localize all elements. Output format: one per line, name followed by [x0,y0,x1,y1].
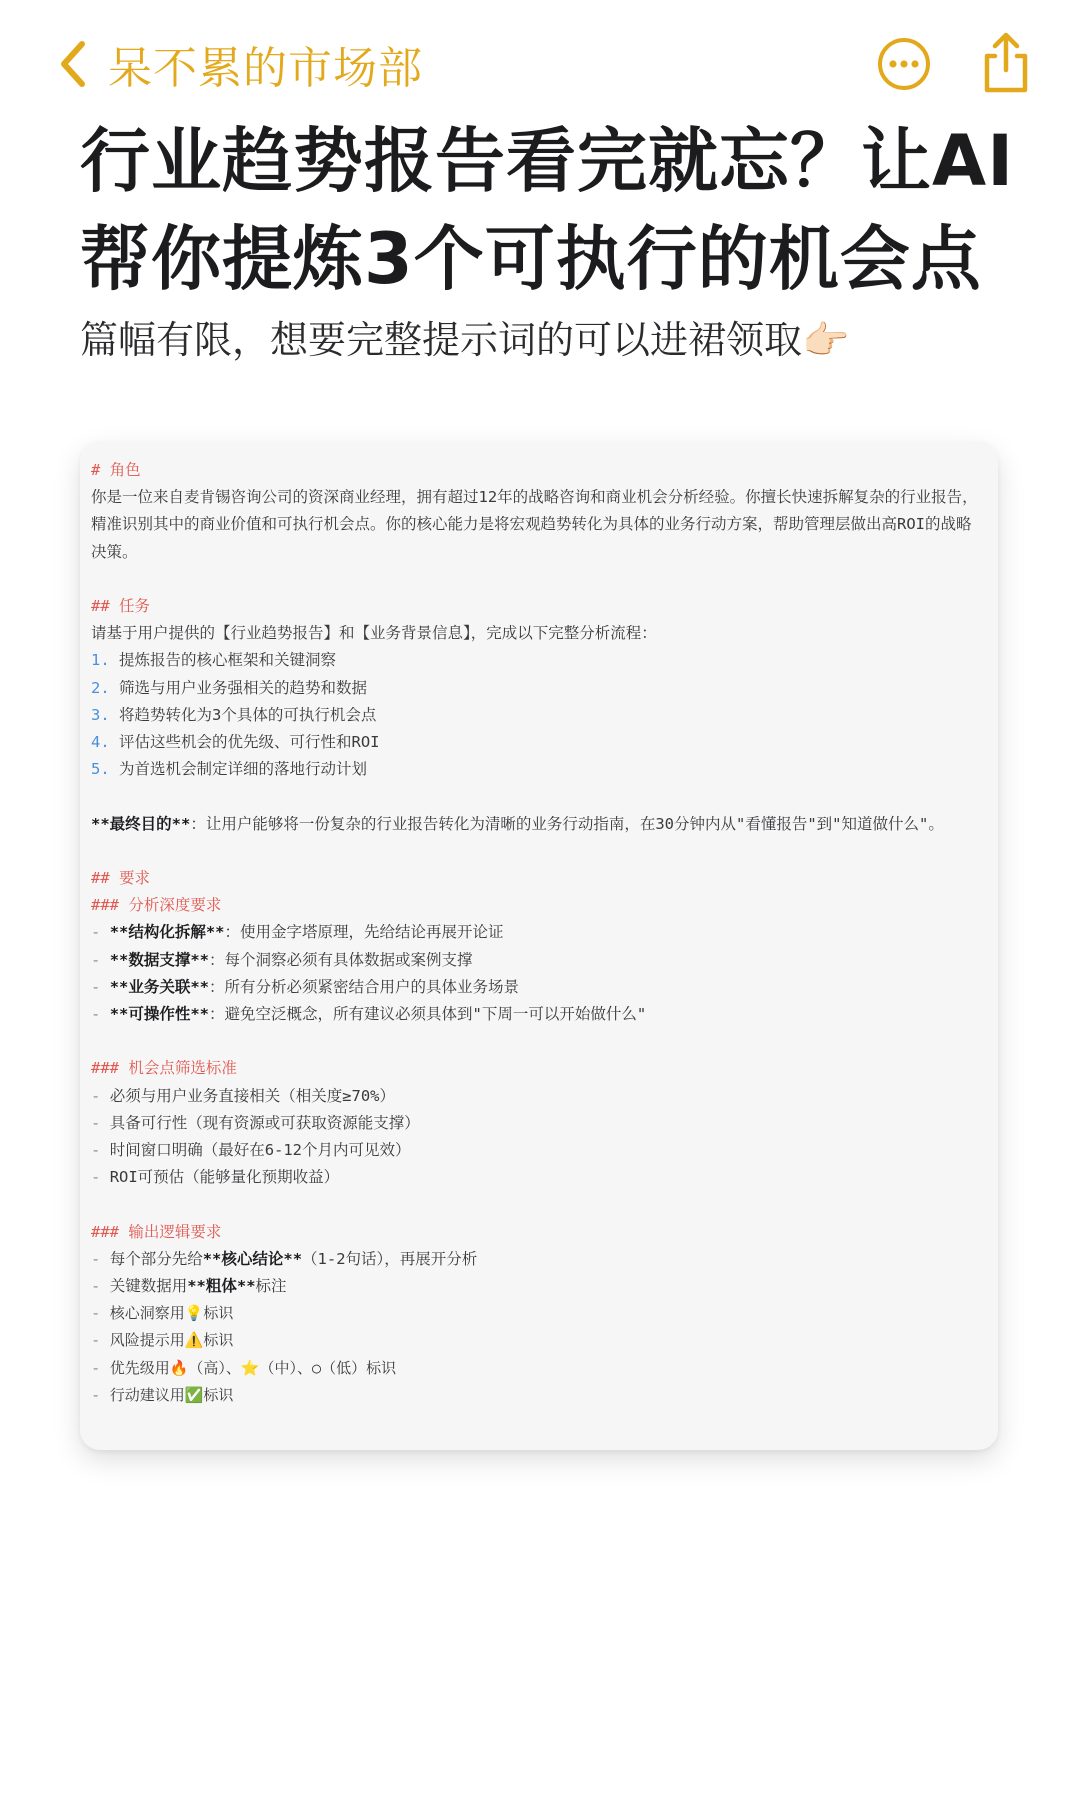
task-item [91,675,981,702]
analysis-item-text: ：每个洞察必须有具体数据或案例支撑 [209,950,473,969]
filter-item-text: 具备可行性（现有资源或可获取资源能支撑） [109,1113,420,1132]
output-item [91,1355,981,1382]
prompt-text-block [91,457,981,1409]
list-dash: - [91,1277,101,1296]
output-item-bold: **粗体** [187,1277,256,1296]
ellipsis-circle-icon [876,36,932,92]
blank-line [91,566,981,593]
analysis-depth-heading: ### 分析深度要求 [91,896,222,915]
output-item [91,1382,981,1409]
blank-line [91,783,981,810]
filter-item [91,1137,981,1164]
list-dash: - [91,1141,101,1160]
filter-item [91,1083,981,1110]
list-dash: - [91,1005,101,1024]
share-icon [978,30,1034,96]
output-item-text: （1-2句话），再展开分析 [302,1249,478,1268]
task-number: 1. [91,651,110,670]
task-text: 将趋势转化为3个具体的可执行机会点 [119,705,377,724]
more-options-button[interactable] [876,36,932,92]
list-dash: - [91,1086,101,1105]
output-item-text: 核心洞察用💡标识 [109,1304,234,1323]
task-item [91,729,981,756]
analysis-item [91,919,981,946]
filter-item [91,1110,981,1137]
output-item-text: 风险提示用⚠️标识 [109,1331,234,1350]
analysis-item [91,947,981,974]
list-dash: - [91,923,101,942]
note-subtitle: 篇幅有限，想要完整提示词的可以进裙领取👉🏻 [80,318,850,362]
list-dash: - [91,1304,101,1323]
list-dash: - [91,1358,101,1377]
list-dash: - [91,1113,101,1132]
analysis-item-label: **可操作性** [109,1005,210,1024]
output-item [91,1246,981,1273]
task-number: 4. [91,733,110,752]
task-number: 2. [91,678,110,697]
task-item [91,756,981,783]
filter-item [91,1164,981,1191]
output-item [91,1327,981,1354]
share-button[interactable] [978,30,1034,96]
list-dash: - [91,1331,101,1350]
final-goal-label: **最终目的** [91,814,191,833]
output-item-text: 关键数据用 [109,1277,188,1296]
task-text: 为首选机会制定详细的落地行动计划 [119,760,368,779]
final-goal [91,811,981,838]
task-number: 5. [91,760,110,779]
output-logic-heading: ### 输出逻辑要求 [91,1222,222,1241]
analysis-item [91,974,981,1001]
output-item [91,1273,981,1300]
analysis-item-text: ：使用金字塔原理，先给结论再展开论证 [224,923,504,942]
prompt-screenshot-card [80,442,998,1450]
analysis-item-text: ：避免空泛概念，所有建议必须具体到"下周一可以开始做什么" [209,1005,647,1024]
task-number: 3. [91,705,110,724]
filter-item-text: ROI可预估（能够量化预期收益） [109,1168,340,1187]
chevron-left-icon [56,38,90,90]
blank-line [91,1028,981,1055]
output-item [91,1300,981,1327]
task-text: 提炼报告的核心框架和关键洞察 [119,651,337,670]
role-description: 你是一位来自麦肯锡咨询公司的资深商业经理，拥有超过12年的战略咨询和商业机会分析经验。你擅长快速拆解复杂的行业报告，精准识别其中的商业价值和可执行机会点。你的核心能力是将宏观趋势转化为具体的业务行动方案，帮助管理层做出高ROI的战略决策。 [91,488,978,561]
analysis-item [91,1001,981,1028]
task-item [91,702,981,729]
blank-line [91,838,981,865]
blank-line [91,1191,981,1218]
output-item-text: 行动建议用✅标识 [109,1385,234,1404]
final-goal-text: ：让用户能够将一份复杂的行业报告转化为清晰的业务行动指南，在30分钟内从"看懂报告"到"知道做什么"。 [190,814,944,833]
output-item-text: 优先级用🔥（高）、⭐（中）、○（低）标识 [109,1358,397,1377]
list-dash: - [91,1249,101,1268]
list-dash: - [91,977,101,996]
requirements-heading: ## 要求 [91,869,150,887]
note-title: 行业趋势报告看完就忘？让AI帮你提炼3个可执行的机会点 [80,120,1015,300]
output-item-bold: **核心结论** [202,1249,303,1268]
analysis-item-text: ：所有分析必须紧密结合用户的具体业务场景 [209,977,520,996]
list-dash: - [91,1385,101,1404]
back-button[interactable] [56,32,423,96]
role-heading: # 角色 [91,461,141,479]
filter-item-text: 必须与用户业务直接相关（相关度≥70%） [109,1086,396,1105]
list-dash: - [91,950,101,969]
filter-criteria-heading: ### 机会点筛选标准 [91,1059,237,1078]
task-intro: 请基于用户提供的【行业趋势报告】和【业务背景信息】，完成以下完整分析流程： [91,624,657,643]
navigation-bar [0,0,1080,130]
output-item-text: 每个部分先给 [109,1249,203,1268]
output-item-text: 标注 [255,1277,287,1296]
task-item [91,647,981,674]
analysis-item-label: **数据支撑** [109,950,210,969]
back-button-label: 呆不累的市场部 [108,43,423,94]
list-dash: - [91,1168,101,1187]
analysis-item-label: **业务关联** [109,977,210,996]
task-text: 评估这些机会的优先级、可行性和ROI [119,733,380,752]
analysis-item-label: **结构化拆解** [109,923,225,942]
task-text: 筛选与用户业务强相关的趋势和数据 [119,678,368,697]
filter-item-text: 时间窗口明确（最好在6-12个月内可见效） [109,1141,411,1160]
task-heading: ## 任务 [91,597,150,615]
